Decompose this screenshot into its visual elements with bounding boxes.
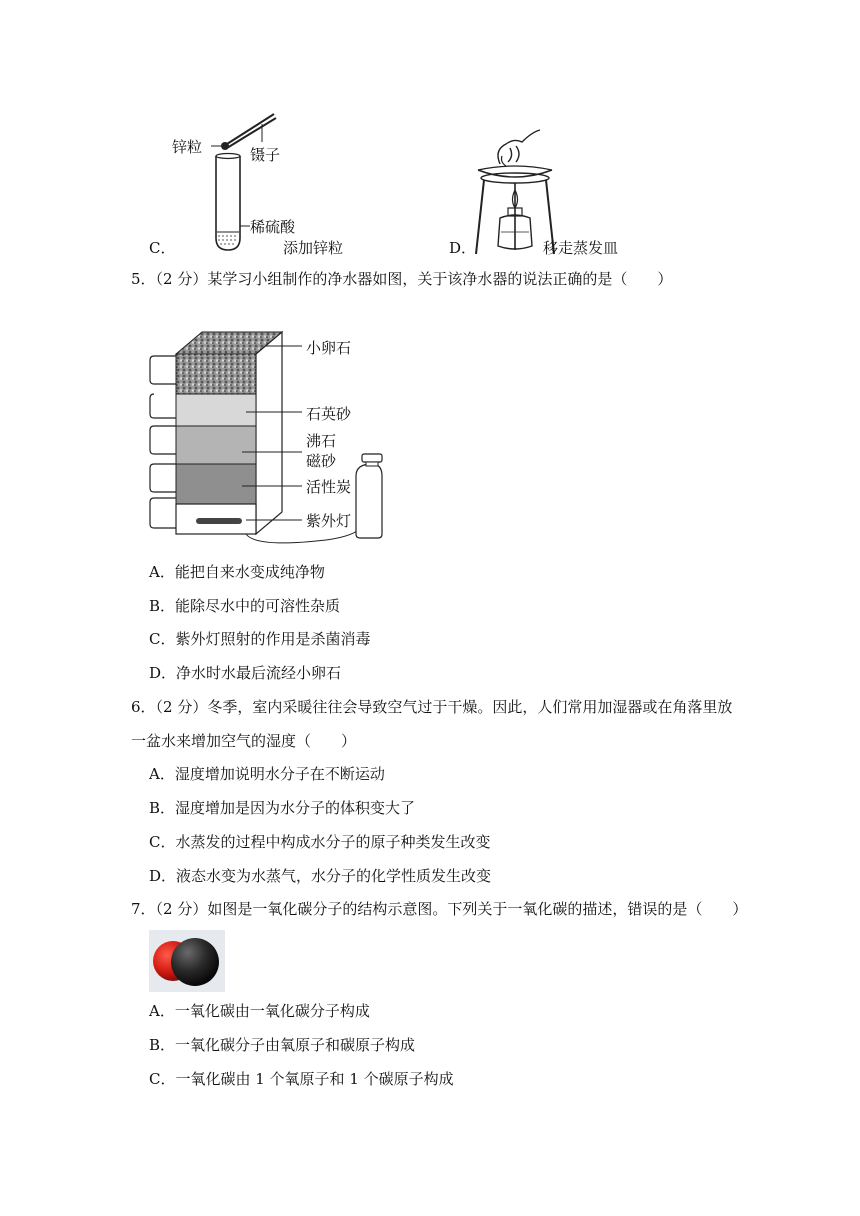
co-molecule-illustration (149, 930, 225, 992)
question-5-stem: 5．（2 分）某学习小组制作的净水器如图，关于该净水器的说法正确的是（ ） (131, 270, 673, 288)
option-d-letter: D． (449, 239, 477, 257)
water-purifier-figure (146, 326, 386, 546)
question-6-option-b: B．湿度增加是因为水分子的体积变大了 (149, 799, 416, 817)
label-uv-lamp: 紫外灯 (306, 512, 352, 530)
question-5-option-d: D．净水时水最后流经小卵石 (149, 664, 342, 682)
option-c-figure (170, 104, 310, 256)
label-activated-carbon: 活性炭 (306, 478, 352, 496)
question-5-option-b: B．能除尽水中的可溶性杂质 (149, 597, 341, 615)
option-c-letter: C． (149, 239, 176, 257)
label-zinc-grain: 锌粒 (172, 138, 203, 156)
question-6-option-d: D．液态水变为水蒸气，水分子的化学性质发生改变 (149, 867, 492, 885)
label-dilute-sulfuric-acid: 稀硫酸 (250, 218, 296, 236)
question-6-option-a: A．湿度增加说明水分子在不断运动 (149, 765, 385, 783)
question-6-stem-line-1: 6．（2 分）冬季，室内采暖往往会导致空气过于干燥。因此，人们常用加湿器或在角落里放 (131, 698, 733, 716)
label-quartz-sand: 石英砂 (306, 405, 352, 423)
question-7-option-b: B．一氧化碳分子由氧原子和碳原子构成 (149, 1036, 416, 1054)
question-6-option-c: C．水蒸发的过程中构成水分子的原子种类发生改变 (149, 833, 491, 851)
question-7-stem: 7．（2 分）如图是一氧化碳分子的结构示意图。下列关于一氧化碳的描述，错误的是（ ） (131, 900, 748, 918)
carbon-monoxide-model-figure (149, 930, 225, 992)
label-zeolite: 沸石 (306, 432, 337, 450)
label-tweezers: 镊子 (250, 146, 281, 164)
question-7-option-a: A．一氧化碳由一氧化碳分子构成 (149, 1002, 370, 1020)
option-d-caption: 移走蒸发皿 (543, 239, 619, 257)
question-7-option-c: C．一氧化碳由 1 个氧原子和 1 个碳原子构成 (149, 1070, 454, 1088)
question-5-option-c: C．紫外灯照射的作用是杀菌消毒 (149, 630, 371, 648)
question-6-stem-line-2: 一盆水来增加空气的湿度（ ） (131, 732, 357, 750)
option-c-caption: 添加锌粒 (283, 239, 344, 257)
label-pebbles: 小卵石 (306, 339, 352, 357)
question-5-option-a: A．能把自来水变成纯净物 (149, 563, 325, 581)
label-magnetic-sand: 磁砂 (306, 452, 337, 470)
